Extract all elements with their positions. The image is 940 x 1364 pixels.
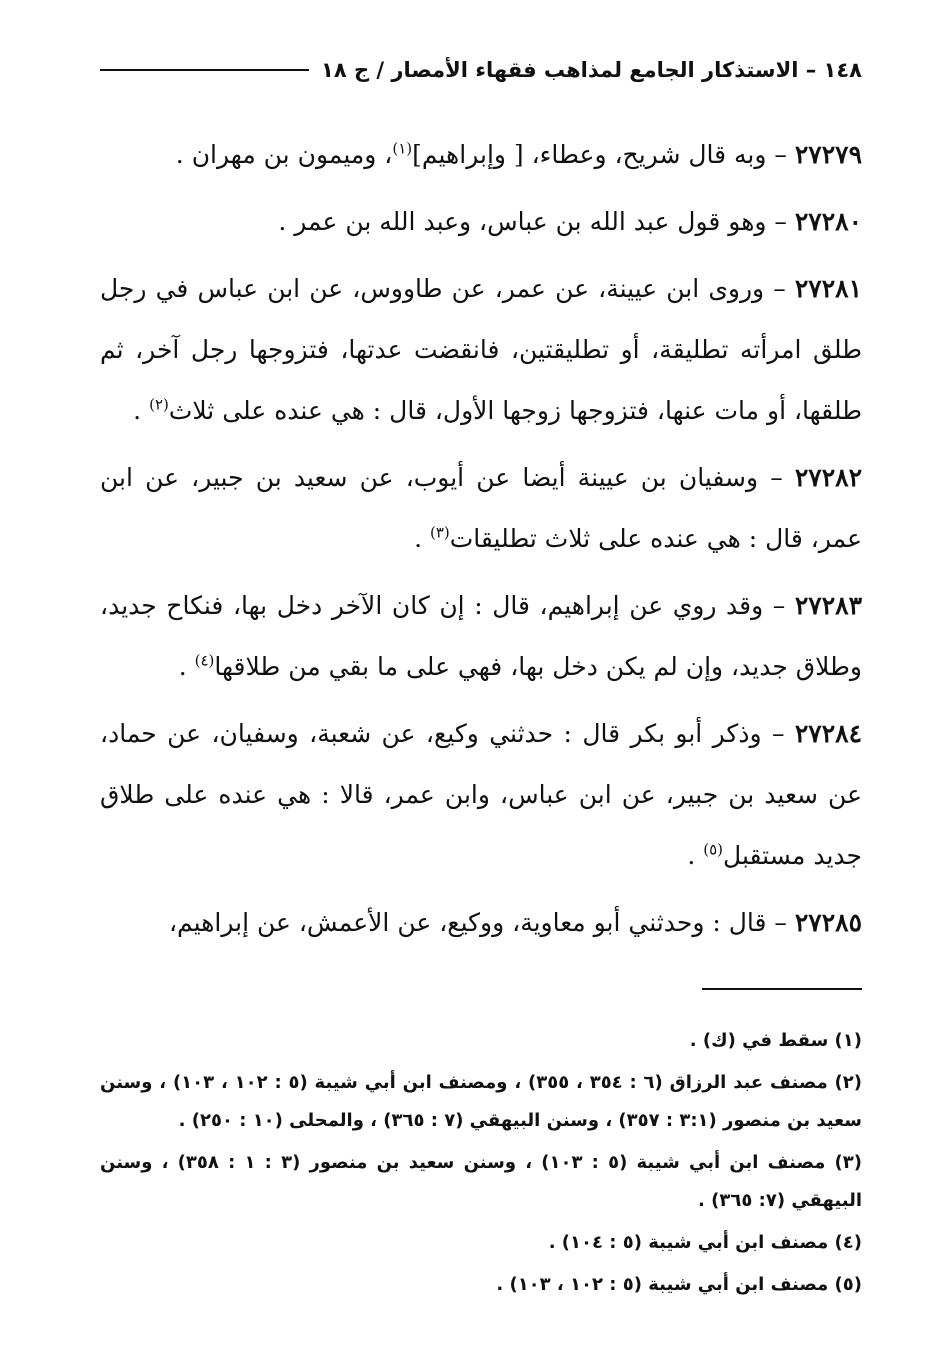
paragraph-tail: ، وميمون بن مهران . [175, 140, 393, 169]
running-title: ١٤٨ – الاستذكار الجامع لمذاهب فقهاء الأمصار / ج ١٨ [321, 58, 862, 82]
paragraph-number: ٢٧٢٨٢ [794, 463, 862, 492]
footnote-ref: (١) [392, 139, 413, 158]
paragraph-text: – قال : وحدثني أبو معاوية، ووكيع، عن الأعمش، عن إبراهيم، [168, 908, 787, 937]
paragraph-27282 [100, 447, 862, 569]
footnote-ref: (٥) [703, 840, 724, 859]
paragraph-tail: . [178, 652, 195, 681]
paragraph-27285 [100, 892, 862, 953]
paragraph-number: ٢٧٢٨٤ [794, 719, 862, 748]
footnote-ref: (٣) [429, 523, 450, 542]
paragraph-text: – وهو قول عبد الله بن عباس، وعبد الله بن عمر . [278, 207, 787, 236]
footnote-5: (٥) مصنف ابن أبي شيبة (٥ : ١٠٢ ، ١٠٣) . [496, 1274, 862, 1295]
footnote-separator [702, 988, 862, 990]
paragraph-27284 [100, 703, 862, 886]
paragraph-number: ٢٧٢٧٩ [794, 140, 862, 169]
footnote-ref: (٤) [194, 651, 215, 670]
paragraph-tail: . [133, 396, 150, 425]
paragraph-number: ٢٧٢٨٣ [794, 591, 863, 620]
paragraph-number: ٢٧٢٨١ [794, 274, 862, 303]
header-rule [100, 69, 309, 71]
page-header [100, 58, 862, 82]
paragraph-27281 [100, 258, 862, 441]
paragraph-27280 [100, 191, 862, 252]
paragraph-text: – وذكر أبو بكر قال : حدثني وكيع، عن شعبة، وسفيان، عن حماد، عن سعيد بن جبير، عن ابن عباس، وابن عمر، قالا : هي عنده على طلاق جديد مستقبل [100, 719, 862, 870]
paragraph-text: – وروى ابن عيينة، عن عمر، عن طاووس، عن ابن عباس في رجل طلق امرأته تطليقة، أو تطليقتين، فانقضت عدتها، فتزوجها رجل آخر، ثم طلقها، أو مات عنها، فتزوجها زوجها الأول، قال : هي عنده على ثلاث [100, 274, 862, 425]
footnote-1: (١) سقط في (ك) . [689, 1030, 862, 1051]
footnote-4: (٤) مصنف ابن أبي شيبة (٥ : ١٠٤) . [548, 1232, 862, 1253]
main-text [100, 124, 862, 959]
footnotes [100, 1022, 862, 1308]
footnote-3: (٣) مصنف ابن أبي شيبة (٥ : ١٠٣) ، وسنن سعيد بن منصور (٣ : ١ : ٣٥٨) ، وسنن البيهقي (٧: ٣٦٥) . [100, 1152, 863, 1211]
paragraph-text: – وبه قال شريح، وعطاء، [ وإبراهيم] [412, 140, 787, 169]
footnote-ref: (٢) [149, 395, 169, 414]
footnote-2: (٢) مصنف عبد الرزاق (٦ : ٣٥٤ ، ٣٥٥) ، ومصنف ابن أبي شيبة (٥ : ١٠٢ ، ١٠٣) ، وسنن سعيد بن منصور (٣:١ : ٣٥٧) ، وسنن البيهقي (٧ : ٣٦٥) ، والمحلى (١٠ : ٢٥٠) . [100, 1072, 863, 1131]
paragraph-text: – وسفيان بن عيينة أيضا عن أيوب، عن سعيد بن جبير، عن ابن عمر، قال : هي عنده على ثلاث تطليقات [100, 463, 862, 553]
paragraph-27283 [100, 575, 862, 697]
paragraph-tail: . [687, 841, 704, 870]
paragraph-text: – وقد روي عن إبراهيم، قال : إن كان الآخر دخل بها، فنكاح جديد، وطلاق جديد، وإن لم يكن دخل بها، فهي على ما بقي من طلاقها [100, 591, 862, 681]
paragraph-number: ٢٧٢٨٥ [794, 908, 862, 937]
paragraph-number: ٢٧٢٨٠ [794, 207, 862, 236]
paragraph-tail: . [414, 524, 430, 553]
paragraph-27279 [100, 124, 862, 185]
